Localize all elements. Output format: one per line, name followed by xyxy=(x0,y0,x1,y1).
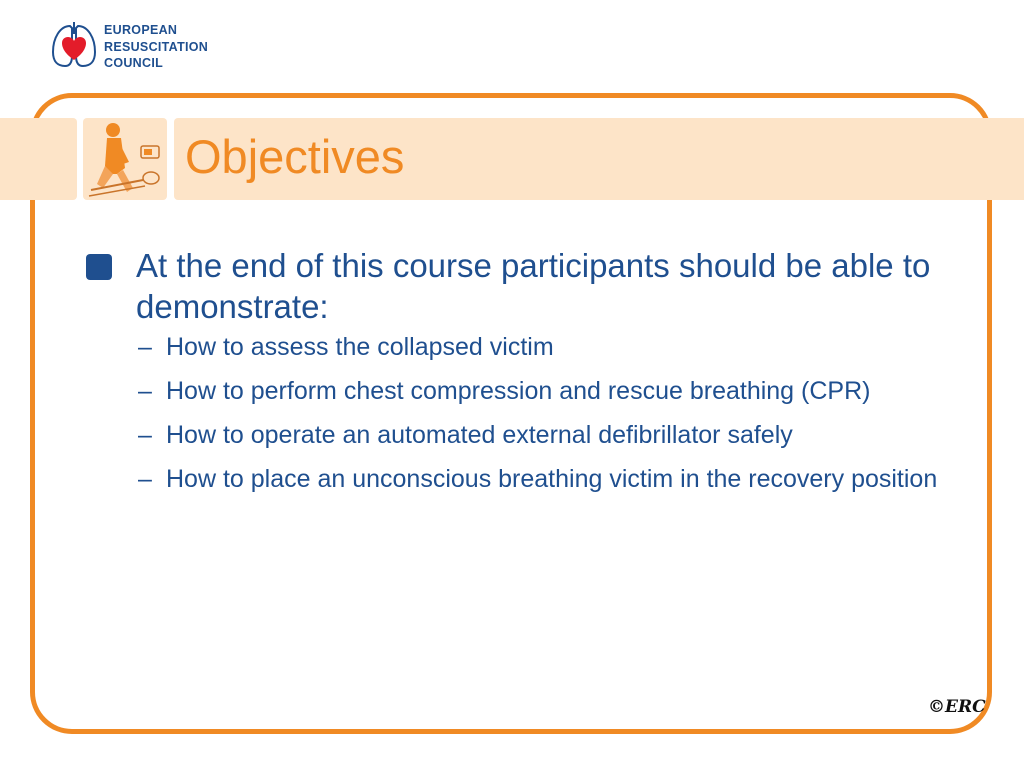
logo-text xyxy=(104,22,208,72)
logo-line-council: COUNCIL xyxy=(104,56,164,70)
list-item xyxy=(86,463,976,495)
cpr-illustration xyxy=(83,118,167,200)
main-bullet-text: At the end of this course participants should be able to demonstrate: xyxy=(136,247,931,325)
slide-title: Objectives xyxy=(185,130,405,183)
logo-line-european: EUROPEAN xyxy=(104,23,178,37)
band-left-block xyxy=(0,118,77,200)
cpr-rescuer-icon xyxy=(83,118,167,200)
slide-body xyxy=(86,245,976,507)
dash-bullet: – xyxy=(138,421,152,449)
lungs-heart-icon xyxy=(50,20,98,70)
dash-bullet: – xyxy=(138,333,152,361)
list-item xyxy=(86,331,976,363)
list-item xyxy=(86,375,976,407)
sub-bullet-text: How to operate an automated external defibrillator safely xyxy=(166,421,793,449)
sub-bullet-list xyxy=(86,331,976,495)
erc-logo xyxy=(50,20,270,74)
title-band xyxy=(0,118,1024,200)
dash-bullet: – xyxy=(138,377,152,405)
list-item xyxy=(86,419,976,451)
square-bullet-icon xyxy=(86,254,112,280)
dash-bullet: – xyxy=(138,465,152,493)
sub-bullet-text: How to perform chest compression and rescue breathing (CPR) xyxy=(166,377,871,405)
sub-bullet-text: How to place an unconscious breathing victim in the recovery position xyxy=(166,465,938,493)
logo-line-resuscitation: RESUSCITATION xyxy=(104,39,209,54)
main-bullet xyxy=(86,245,976,327)
sub-bullet-text: How to assess the collapsed victim xyxy=(166,333,554,361)
erc-copyright-mark: ©ERC xyxy=(928,697,986,717)
